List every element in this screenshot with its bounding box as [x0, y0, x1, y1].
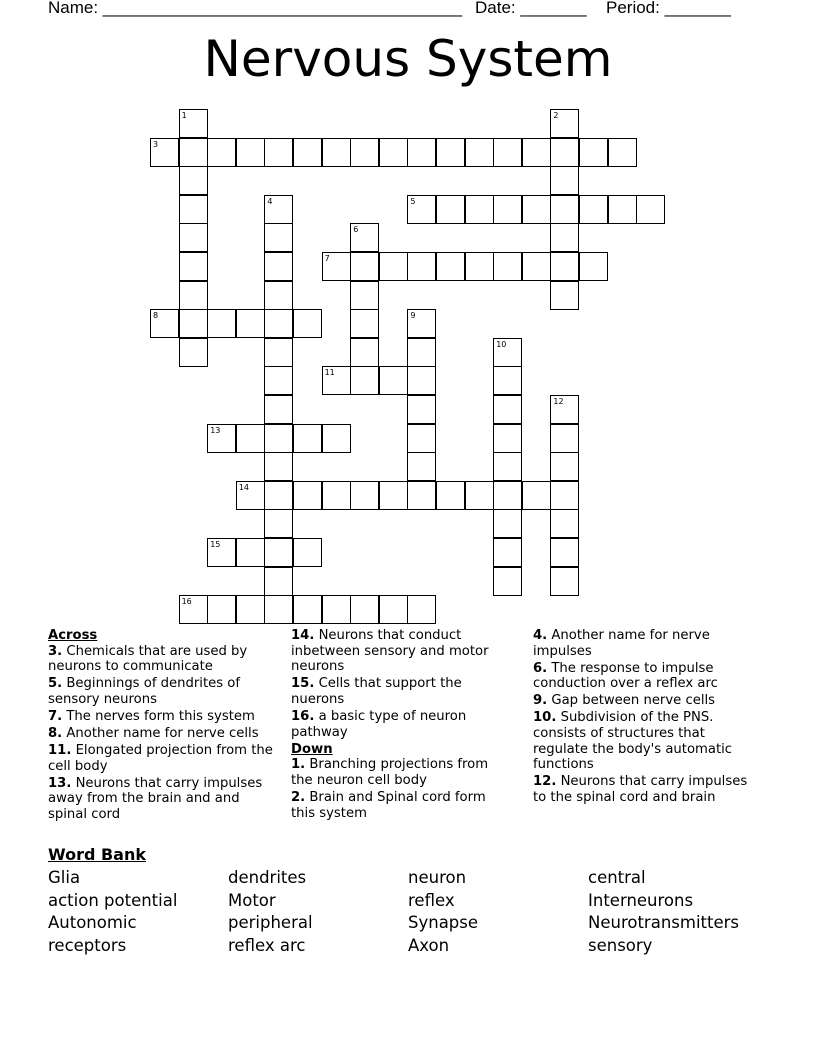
clue-across-11: 11. Elongated projection from the cell body — [48, 743, 273, 774]
crossword-cell[interactable] — [207, 595, 236, 624]
crossword-cell[interactable] — [379, 252, 408, 281]
crossword-cell[interactable] — [608, 195, 637, 224]
crossword-cell[interactable] — [493, 138, 522, 167]
clue-down-10: 10. Subdivision of the PNS. consists of structures that regulate the body's automatic functions — [533, 710, 733, 773]
crossword-cell[interactable] — [493, 252, 522, 281]
clue-number: 7 — [324, 254, 330, 263]
crossword-cell[interactable] — [207, 538, 236, 567]
crossword-cell[interactable] — [550, 138, 579, 167]
crossword-cell[interactable] — [264, 452, 293, 481]
word-bank-item: sensory — [588, 936, 653, 955]
crossword-cell[interactable] — [550, 567, 579, 596]
clue-across-14: 14. Neurons that conduct inbetween sensory and motor neurons — [291, 628, 489, 675]
crossword-cell[interactable] — [550, 166, 579, 195]
crossword-cell[interactable] — [493, 424, 522, 453]
word-bank-title: Word Bank — [48, 845, 147, 864]
clue-number: 4 — [267, 196, 273, 206]
crossword-cell[interactable] — [264, 395, 293, 424]
crossword-cell[interactable] — [407, 424, 436, 453]
clues-column-1 — [48, 628, 273, 824]
period-field[interactable]: Period: _______ — [606, 0, 731, 17]
word-bank-item: peripheral — [228, 913, 313, 932]
crossword-cell[interactable] — [465, 138, 494, 167]
crossword-cell[interactable] — [264, 424, 293, 453]
crossword-cell[interactable] — [379, 138, 408, 167]
crossword-cell[interactable] — [350, 252, 379, 281]
crossword-cell[interactable] — [150, 138, 179, 167]
crossword-cell[interactable] — [264, 309, 293, 338]
crossword-cell[interactable] — [550, 424, 579, 453]
crossword-cell[interactable] — [379, 481, 408, 510]
crossword-cell[interactable] — [179, 281, 208, 310]
word-bank-item: Glia — [48, 868, 81, 887]
crossword-cell[interactable] — [550, 195, 579, 224]
word-bank-item: Motor — [228, 891, 276, 910]
word-bank-item: central — [588, 868, 646, 887]
word-bank-item: dendrites — [228, 868, 307, 887]
crossword-cell[interactable] — [550, 281, 579, 310]
clue-down-12: 12. Neurons that carry impulses to the spinal cord and brain — [533, 774, 748, 805]
clue-down-6: 6. The response to impulse conduction over a reflex arc — [533, 660, 718, 692]
crossword-cell[interactable] — [493, 366, 522, 395]
crossword-cell[interactable] — [322, 138, 351, 167]
crossword-cell[interactable] — [179, 252, 208, 281]
crossword-cell[interactable] — [264, 281, 293, 310]
word-bank-item: reflex arc — [228, 936, 306, 955]
crossword-cell[interactable] — [436, 481, 465, 510]
crossword-cell[interactable] — [236, 538, 265, 567]
crossword-cell[interactable] — [407, 252, 436, 281]
crossword-cell[interactable] — [407, 595, 436, 624]
clue-number: 15 — [210, 540, 221, 549]
crossword-cell[interactable] — [322, 366, 351, 395]
clue-across-5: 5. Beginnings of dendrites of sensory neurons — [48, 676, 241, 707]
crossword-cell[interactable] — [236, 481, 265, 510]
word-bank-item: Autonomic — [48, 913, 137, 932]
crossword-cell[interactable] — [150, 309, 179, 338]
crossword-cell[interactable] — [407, 481, 436, 510]
crossword-cell[interactable] — [264, 567, 293, 596]
crossword-cell[interactable] — [293, 424, 322, 453]
crossword-cell[interactable] — [579, 138, 608, 167]
crossword-cell[interactable] — [407, 366, 436, 395]
clue-number: 9 — [410, 311, 416, 321]
crossword-cell[interactable] — [179, 595, 208, 624]
clue-across-13: 13. Neurons that carry impulses away from the brain and and spinal cord — [48, 775, 263, 823]
crossword-cell[interactable] — [264, 138, 293, 167]
crossword-cell[interactable] — [493, 567, 522, 596]
crossword-cell[interactable] — [179, 166, 208, 195]
crossword-cell[interactable] — [379, 595, 408, 624]
crossword-cell[interactable] — [350, 338, 379, 367]
crossword-cell[interactable] — [407, 395, 436, 424]
clue-number: 2 — [553, 111, 559, 120]
crossword-cell[interactable] — [179, 195, 208, 224]
clues-column-3 — [533, 628, 758, 807]
crossword-cell[interactable] — [550, 481, 579, 510]
crossword-cell[interactable] — [522, 138, 551, 167]
page-title: Nervous System — [203, 30, 613, 88]
word-bank-item: neuron — [408, 868, 467, 887]
clue-across-3: 3. Chemicals that are used by neurons to communicate — [48, 643, 248, 675]
crossword-cell[interactable] — [436, 252, 465, 281]
crossword-cell[interactable] — [608, 138, 637, 167]
crossword-cell[interactable] — [579, 252, 608, 281]
crossword-cell[interactable] — [236, 138, 265, 167]
clue-down-9: 9. Gap between nerve cells — [533, 693, 716, 709]
crossword-cell[interactable] — [236, 309, 265, 338]
clue-number: 11 — [324, 368, 335, 378]
across-heading: Across — [48, 628, 98, 643]
clue-across-7: 7. The nerves form this system — [48, 708, 255, 724]
crossword-cell[interactable] — [522, 252, 551, 281]
crossword-cell[interactable] — [350, 366, 379, 395]
word-bank-item: Axon — [408, 936, 450, 955]
crossword-cell[interactable] — [322, 595, 351, 624]
crossword-cell[interactable] — [550, 109, 579, 138]
crossword-cell[interactable] — [436, 195, 465, 224]
clue-number: 1 — [181, 111, 187, 120]
crossword-cell[interactable] — [493, 481, 522, 510]
word-bank-item: reflex — [408, 891, 455, 910]
down-heading: Down — [291, 741, 333, 757]
crossword-cell[interactable] — [407, 338, 436, 367]
crossword-cell[interactable] — [350, 309, 379, 338]
crossword-cell[interactable] — [493, 395, 522, 424]
crossword-cell[interactable] — [407, 452, 436, 481]
clue-number: 14 — [238, 482, 249, 492]
name-field[interactable]: Name: ______________________________________ — [48, 0, 463, 17]
crossword-cell[interactable] — [579, 195, 608, 224]
crossword-cell[interactable] — [350, 281, 379, 310]
crossword-cell[interactable] — [407, 309, 436, 338]
crossword-cell[interactable] — [550, 509, 579, 538]
crossword-cell[interactable] — [293, 309, 322, 338]
clues-column-2 — [291, 628, 513, 823]
crossword-cell[interactable] — [350, 138, 379, 167]
crossword-cell[interactable] — [179, 109, 208, 138]
crossword-cell[interactable] — [293, 595, 322, 624]
crossword-cell[interactable] — [293, 481, 322, 510]
crossword-cell[interactable] — [350, 481, 379, 510]
crossword-cell[interactable] — [322, 252, 351, 281]
crossword-cell[interactable] — [350, 223, 379, 252]
crossword-cell[interactable] — [550, 395, 579, 424]
crossword-cell[interactable] — [550, 223, 579, 252]
crossword-cell[interactable] — [493, 195, 522, 224]
crossword-cell[interactable] — [207, 309, 236, 338]
crossword-cell[interactable] — [264, 338, 293, 367]
crossword-cell[interactable] — [179, 223, 208, 252]
crossword-cell[interactable] — [493, 538, 522, 567]
date-field[interactable]: Date: _______ — [475, 0, 587, 17]
crossword-cell[interactable] — [550, 252, 579, 281]
crossword-cell[interactable] — [236, 424, 265, 453]
clue-across-15: 15. Cells that support the nuerons — [291, 676, 462, 707]
clue-across-8: 8. Another name for nerve cells — [48, 726, 259, 742]
crossword-cell[interactable] — [264, 509, 293, 538]
crossword-cell[interactable] — [322, 481, 351, 510]
crossword-cell[interactable] — [350, 595, 379, 624]
clue-across-16: 16. a basic type of neuron pathway — [291, 708, 467, 740]
crossword-cell[interactable] — [293, 138, 322, 167]
crossword-cell[interactable] — [264, 223, 293, 252]
word-bank-item: Interneurons — [588, 891, 694, 910]
clue-down-2: 2. Brain and Spinal cord form this system — [291, 789, 486, 821]
clue-number: 16 — [181, 597, 192, 607]
crossword-cell[interactable] — [379, 366, 408, 395]
word-bank-item: action potential — [48, 891, 178, 910]
clue-number: 6 — [353, 225, 359, 235]
clue-number: 5 — [410, 196, 416, 206]
crossword-cell[interactable] — [493, 509, 522, 538]
clue-down-4: 4. Another name for nerve impulses — [533, 628, 710, 659]
crossword-cell[interactable] — [436, 138, 465, 167]
clue-number: 12 — [553, 397, 564, 406]
clue-number: 8 — [153, 311, 159, 321]
crossword-cell[interactable] — [522, 195, 551, 224]
crossword-cell[interactable] — [264, 366, 293, 395]
crossword-cell[interactable] — [493, 338, 522, 367]
crossword-cell[interactable] — [264, 481, 293, 510]
crossword-cell[interactable] — [207, 424, 236, 453]
clue-number: 10 — [496, 339, 507, 349]
crossword-cell[interactable] — [264, 595, 293, 624]
clue-down-1: 1. Branching projections from the neuron cell body — [291, 757, 489, 788]
crossword-cell[interactable] — [264, 252, 293, 281]
crossword-cell[interactable] — [493, 452, 522, 481]
clue-number: 3 — [153, 139, 159, 149]
crossword-cell[interactable] — [465, 252, 494, 281]
crossword-cell[interactable] — [179, 138, 208, 167]
word-bank-item: Synapse — [408, 913, 479, 932]
crossword-cell[interactable] — [550, 452, 579, 481]
word-bank-item: receptors — [48, 936, 127, 955]
crossword-cell[interactable] — [179, 309, 208, 338]
crossword-cell[interactable] — [636, 195, 665, 224]
crossword-cell[interactable] — [236, 595, 265, 624]
crossword-cell[interactable] — [522, 481, 551, 510]
clue-number: 13 — [210, 425, 221, 435]
crossword-cell[interactable] — [465, 481, 494, 510]
crossword-cell[interactable] — [407, 195, 436, 224]
crossword-cell[interactable] — [207, 138, 236, 167]
crossword-cell[interactable] — [264, 538, 293, 567]
crossword-cell[interactable] — [550, 538, 579, 567]
crossword-cell[interactable] — [293, 538, 322, 567]
crossword-cell[interactable] — [407, 138, 436, 167]
word-bank-item: Neurotransmitters — [588, 913, 740, 932]
crossword-cell[interactable] — [465, 195, 494, 224]
crossword-cell[interactable] — [322, 424, 351, 453]
crossword-cell[interactable] — [264, 195, 293, 224]
crossword-cell[interactable] — [179, 338, 208, 367]
